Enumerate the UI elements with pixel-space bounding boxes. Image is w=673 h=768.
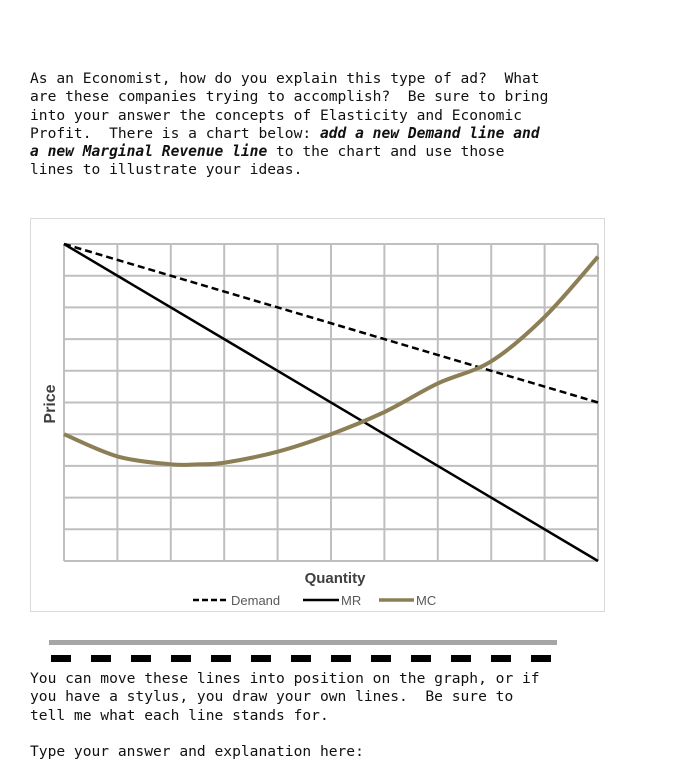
question-line-3: into your answer the concepts of Elasticity and Economic <box>30 106 523 124</box>
movable-dashed-line[interactable] <box>49 655 559 662</box>
instructions-line-1: You can move these lines into position on the graph, or if <box>30 670 540 687</box>
instructions-text <box>30 670 540 725</box>
answer-prompt: Type your answer and explanation here: <box>30 743 364 760</box>
legend-mc-label: MC <box>416 593 437 608</box>
legend-mr-label: MR <box>341 593 362 608</box>
question-line-4: Profit. There is a chart below: <box>30 124 320 142</box>
instructions-line-3: tell me what each line stands for. <box>30 706 329 724</box>
chart-svg <box>31 219 604 611</box>
question-line-2: are these companies trying to accomplish? Be sure to bring <box>30 88 549 106</box>
movable-solid-line[interactable] <box>49 640 557 645</box>
legend <box>193 593 436 608</box>
question-text <box>30 70 548 180</box>
question-line-1: As an Economist, how do you explain this type of ad? What <box>30 70 540 87</box>
legend-demand-label: Demand <box>231 593 281 608</box>
chart <box>30 218 605 612</box>
question-emphasis-1: add a new Demand line and <box>319 124 540 142</box>
x-axis-label: Quantity <box>304 570 366 587</box>
instructions-line-2: you have a stylus, you draw your own lines. Be sure to <box>30 688 514 706</box>
question-emphasis-2: a new Marginal Revenue line <box>30 143 268 161</box>
question-line-5: to the chart and use those <box>267 143 505 161</box>
y-axis-label: Price <box>42 384 59 424</box>
question-line-6: lines to illustrate your ideas. <box>30 161 303 179</box>
